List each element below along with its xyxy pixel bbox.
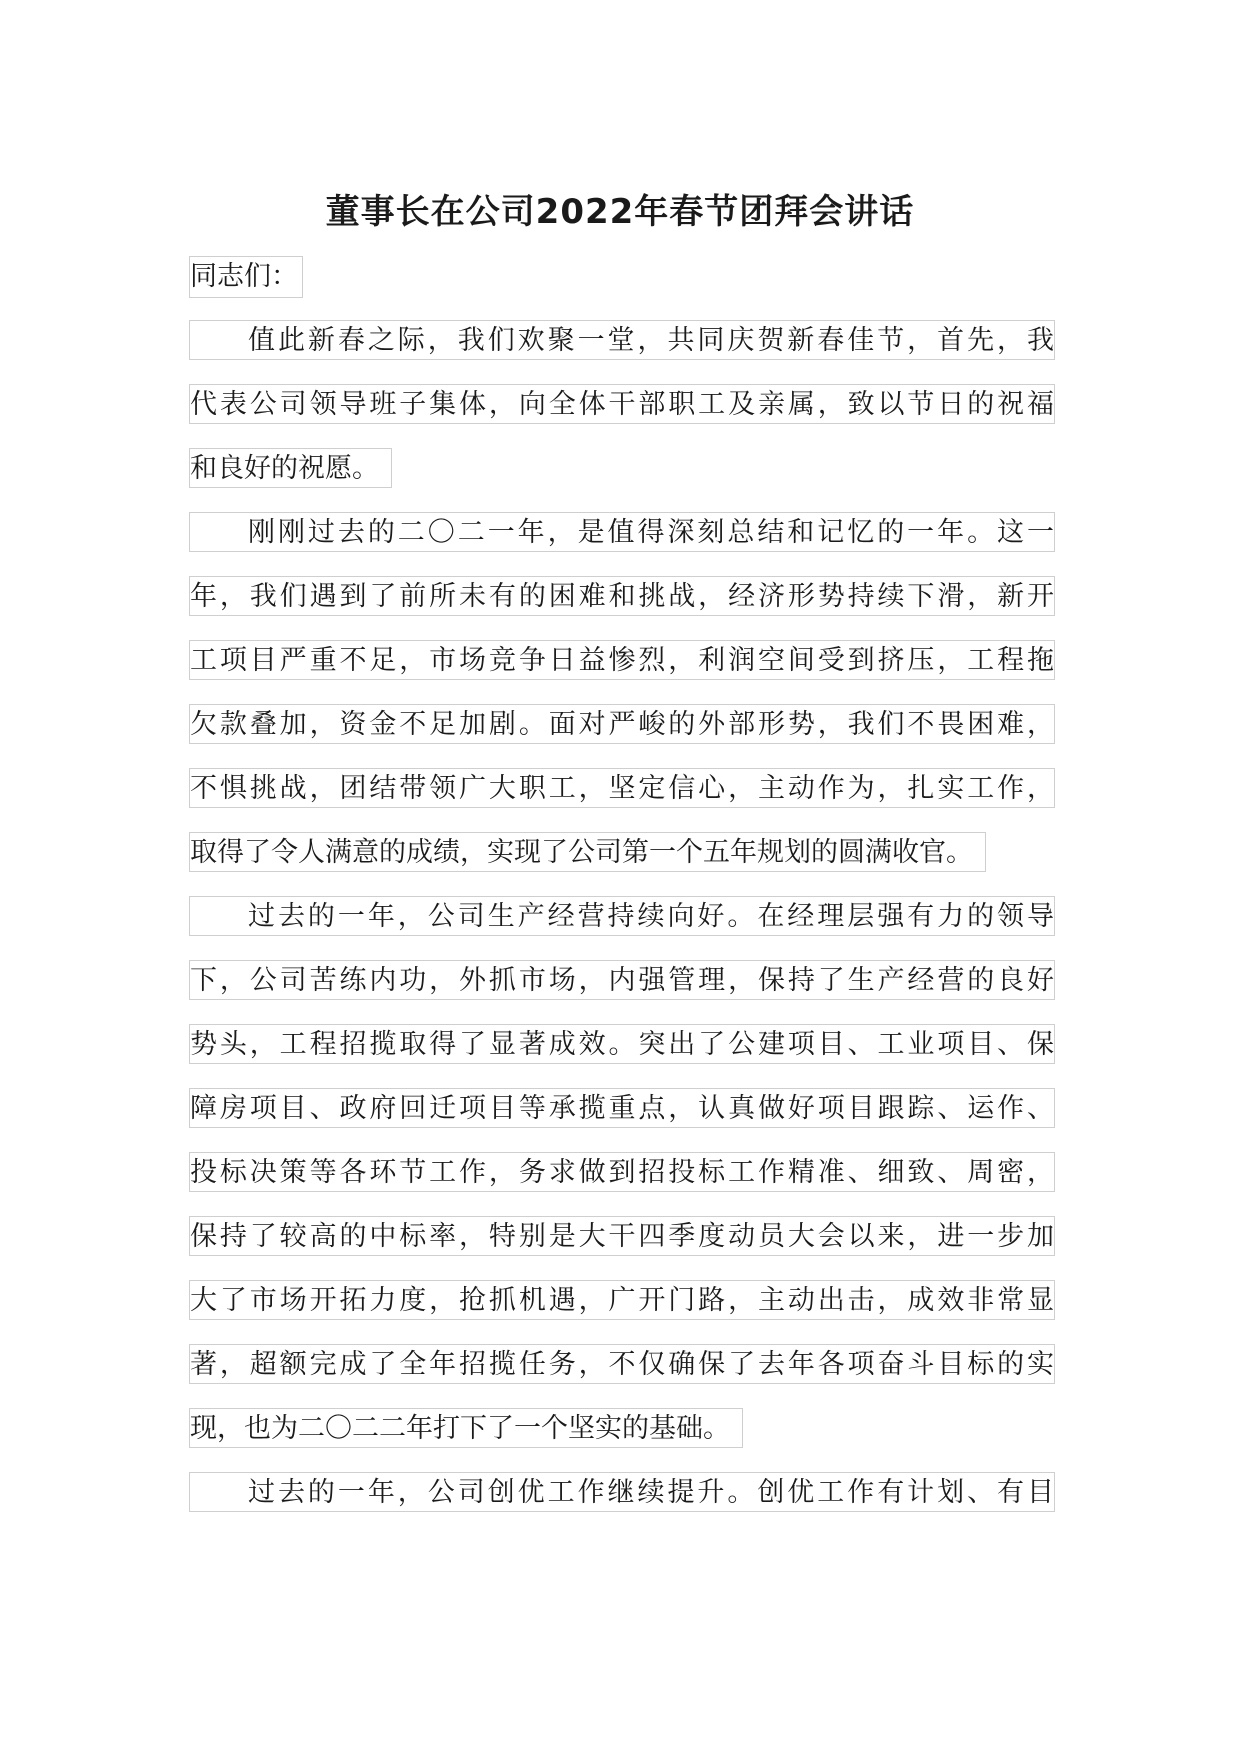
text-line: 下，公司苦练内功，外抓市场，内强管理，保持了生产经营的良好 (189, 960, 1055, 1000)
text-line: 大了市场开拓力度，抢抓机遇，广开门路，主动出击，成效非常显 (189, 1280, 1055, 1320)
text-line: 过去的一年，公司创优工作继续提升。创优工作有计划、有目 (189, 1472, 1055, 1512)
text-line: 障房项目、政府回迁项目等承揽重点，认真做好项目跟踪、运作、 (189, 1088, 1055, 1128)
text-line: 代表公司领导班子集体，向全体干部职工及亲属，致以节日的祝福 (189, 384, 1055, 424)
text-line: 和良好的祝愿。 (189, 448, 392, 488)
text-line: 著，超额完成了全年招揽任务，不仅确保了去年各项奋斗目标的实 (189, 1344, 1055, 1384)
text-line: 取得了令人满意的成绩，实现了公司第一个五年规划的圆满收官。 (189, 832, 986, 872)
text-line: 欠款叠加，资金不足加剧。面对严峻的外部形势，我们不畏困难， (189, 704, 1055, 744)
text-line: 值此新春之际，我们欢聚一堂，共同庆贺新春佳节，首先，我 (189, 320, 1055, 360)
text-line: 过去的一年，公司生产经营持续向好。在经理层强有力的领导 (189, 896, 1055, 936)
text-line: 刚刚过去的二〇二一年，是值得深刻总结和记忆的一年。这一 (189, 512, 1055, 552)
text-line: 势头，工程招揽取得了显著成效。突出了公建项目、工业项目、保 (189, 1024, 1055, 1064)
text-line: 不惧挑战，团结带领广大职工，坚定信心，主动作为，扎实工作， (189, 768, 1055, 808)
salutation-line: 同志们： (189, 256, 303, 298)
text-line: 现，也为二〇二二年打下了一个坚实的基础。 (189, 1408, 743, 1448)
document-title: 董事长在公司2022年春节团拜会讲话 (325, 192, 915, 232)
text-line: 年，我们遇到了前所未有的困难和挑战，经济形势持续下滑，新开 (189, 576, 1055, 616)
text-line: 工项目严重不足，市场竞争日益惨烈，利润空间受到挤压，工程拖 (189, 640, 1055, 680)
text-line: 投标决策等各环节工作，务求做到招投标工作精准、细致、周密， (189, 1152, 1055, 1192)
text-line: 保持了较高的中标率，特别是大干四季度动员大会以来，进一步加 (189, 1216, 1055, 1256)
